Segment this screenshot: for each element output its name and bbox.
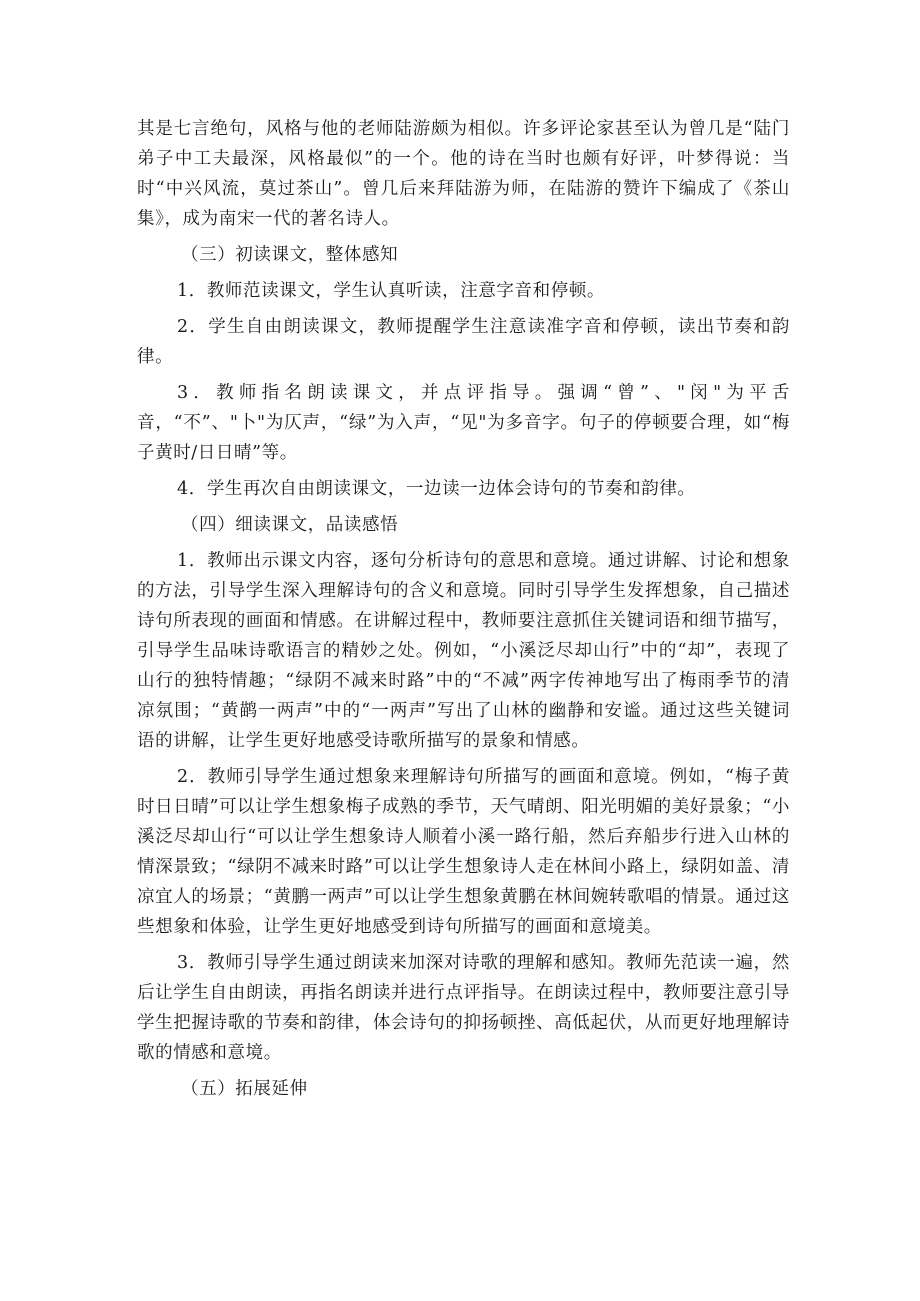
section-4-item-1: 1．教师出示课文内容，逐句分析诗句的意思和意境。通过讲解、讨论和想象的方法，引导学生深入理解诗句的含义和意境。同时引导学生发挥想象，自己描述诗句所表现的画面和情感。在讲解过程中，教师要注意抓住关键词语和细节描写，引导学生品味诗歌语言的精妙之处。例如，“小溪泛尽却山行”中的“却”，表现了山行的独特情趣；“绿阴不减来时路”中的“不减”两字传神地写出了梅雨季节的清凉氛围；“黄鹋一两声”中的“一两声”写出了山林的幽静和安谧。通过这些关键词语的讲解，让学生更好地感受诗歌所描写的景象和情感。 [137, 551, 790, 751]
section-3-item-3: 3．教师指名朗读课文，并点评指导。强调“曾”、"闵"为平舌音，“不”、"卜"为仄声，“绿”为入声，“见"为多音字。句子的停顿要合理，如“梅子黄时/日日晴”等。 [137, 383, 790, 463]
document-body [137, 114, 790, 1110]
section-4-item-3: 3．教师引导学生通过朗读来加深对诗歌的理解和感知。教师先范读一遍，然后让学生自由朗读，再指名朗读并进行点评指导。在朗读过程中，教师要注意引导学生把握诗歌的节奏和韵律，体会诗句的抑扬顿挫、高低起伏，从而更好地理解诗歌的情感和意境。 [137, 953, 790, 1063]
section-heading-5: （五）拓展延伸 [181, 1079, 308, 1099]
section-3-item-4: 4．学生再次自由朗读课文，一边读一边体会诗句的节奏和韵律。 [177, 479, 696, 499]
section-heading-4: （四）细读课文，品读感悟 [181, 515, 399, 535]
section-heading-3: （三）初读课文，整体感知 [181, 245, 399, 265]
section-4-item-2: 2．教师引导学生通过想象来理解诗句所描写的画面和意境。例如，“梅子黄时日日晴”可以让学生想象梅子成熟的季节，天气晴朗、阳光明媚的美好景象；“小溪泛尽却山行“可以让学生想象诗人顺着小溪一路行船，然后弃船步行进入山林的情深景致；“绿阴不减来时路”可以让学生想象诗人走在林间小路上，绿阴如盖、清凉宜人的场景；“黄鹏一两声”可以让学生想象黄鹏在林间婉转歌唱的情景。通过这些想象和体验，让学生更好地感受到诗句所描写的画面和意境美。 [137, 767, 790, 937]
section-3-item-1: 1．教师范读课文，学生认真听读，注意字音和停顿。 [177, 281, 606, 301]
intro-paragraph: 其是七言绝句，风格与他的老师陆游颇为相似。许多评论家甚至认为曾几是“陆门弟子中工夫最深，风格最似”的一个。他的诗在当时也颇有好评，叶梦得说：当时“中兴风流，莫过茶山”。曾几后来拜陆游为师，在陆游的赞许下编成了《茶山集》，成为南宋一代的著名诗人。 [137, 119, 790, 229]
section-3-item-2: 2．学生自由朗读课文，教师提醒学生注意读准字音和停顿，读出节奏和韵律。 [137, 317, 790, 367]
